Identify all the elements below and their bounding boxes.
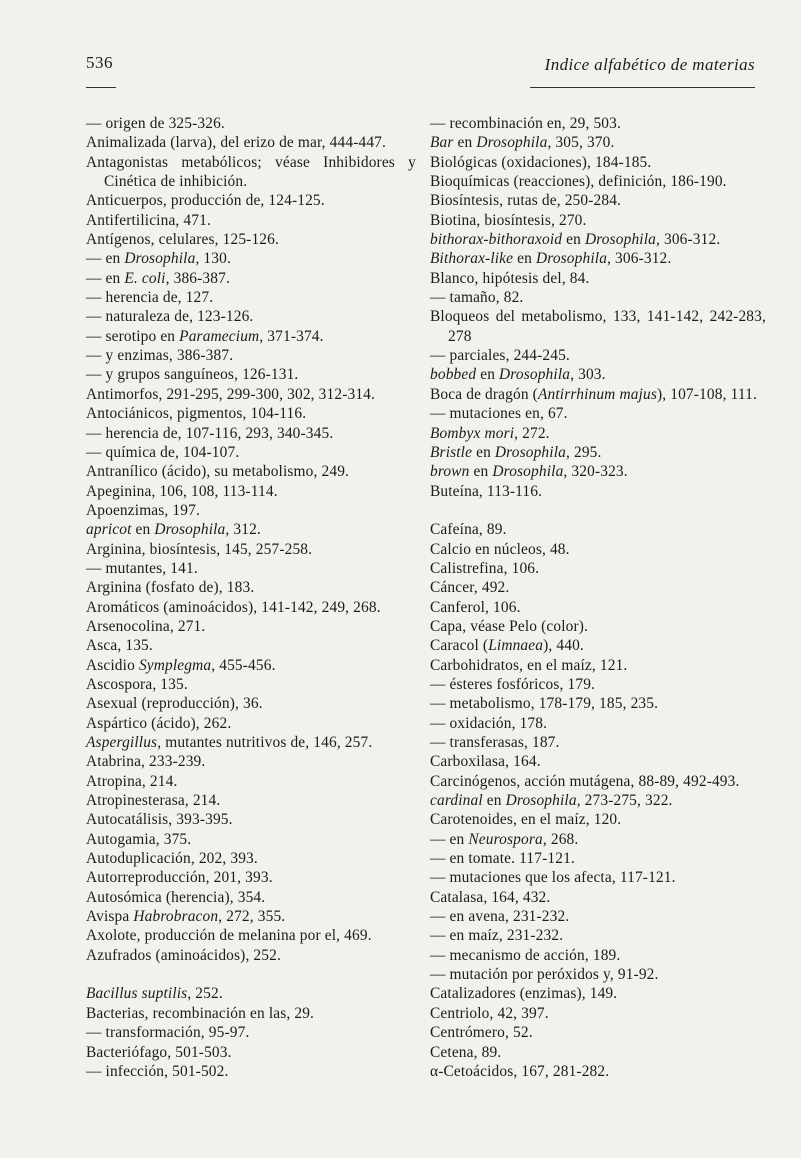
index-entry-text: Calcio en núcleos, 48. bbox=[430, 540, 570, 558]
index-entry bbox=[86, 520, 416, 539]
index-entry-italic-text: Antirrhinum majus bbox=[537, 385, 657, 403]
index-entry bbox=[86, 694, 416, 713]
index-entry bbox=[86, 1023, 416, 1042]
index-entry-text: Carboxilasa, 164. bbox=[430, 753, 541, 771]
index-entry-text: , 268. bbox=[542, 830, 579, 848]
index-entry-text: — mutaciones que los afecta, 117-121. bbox=[430, 869, 676, 887]
index-entry-italic-text: Drosophila bbox=[492, 463, 564, 481]
index-entry-italic-text: Drosophila bbox=[535, 250, 608, 268]
index-entry-text: Apoenzimas, 197. bbox=[86, 501, 200, 519]
index-entry-text: — herencia de, 107-116, 293, 340-345. bbox=[86, 424, 334, 442]
index-entry-text: Aromáticos (aminoácidos), 141-142, 249, 268. bbox=[86, 598, 381, 616]
index-entry-italic-text: apricot bbox=[86, 521, 132, 539]
index-entry bbox=[86, 288, 416, 307]
index-entry bbox=[86, 617, 416, 636]
index-entry-text: — tamaño, 82. bbox=[430, 289, 524, 307]
index-entry bbox=[86, 385, 416, 404]
index-entry-text: — en bbox=[430, 830, 469, 848]
index-entry bbox=[430, 675, 766, 694]
index-entry bbox=[86, 443, 416, 462]
index-entry-text: Cáncer, 492. bbox=[430, 579, 510, 597]
index-entry bbox=[86, 733, 416, 752]
index-entry-text: , 455-456. bbox=[211, 656, 276, 674]
index-entry bbox=[86, 133, 416, 152]
index-entry-text: — naturaleza de, 123-126. bbox=[86, 308, 254, 326]
index-entry-text: Biológicas (oxidaciones), 184-185. bbox=[430, 153, 652, 171]
index-entry bbox=[86, 501, 416, 520]
index-entry-text: Boca de dragón ( bbox=[430, 385, 538, 403]
index-entry-text: Antociánicos, pigmentos, 104-116. bbox=[86, 405, 307, 423]
index-entry bbox=[430, 926, 766, 945]
index-entry bbox=[430, 443, 766, 462]
index-entry-text: — recombinación en, 29, 503. bbox=[430, 115, 621, 132]
index-entry-text: , 312. bbox=[225, 521, 261, 539]
index-entry bbox=[86, 424, 416, 443]
index-entry-text: Autoduplicación, 202, 393. bbox=[86, 850, 258, 868]
index-entry-text: — transformación, 95-97. bbox=[86, 1024, 250, 1042]
index-entry-text: Atabrina, 233-239. bbox=[86, 753, 206, 771]
index-entry bbox=[430, 269, 766, 288]
index-entry bbox=[86, 327, 416, 346]
index-entry bbox=[430, 559, 766, 578]
index-entry-text: Antifertilicina, 471. bbox=[86, 211, 211, 229]
index-entry-text: — y grupos sanguíneos, 126-131. bbox=[86, 366, 299, 384]
index-entry-text: — mutaciones en, 67. bbox=[430, 405, 568, 423]
index-entry-text: Aspártico (ácido), 262. bbox=[86, 714, 232, 732]
index-entry bbox=[430, 694, 766, 713]
index-entry bbox=[86, 1004, 416, 1023]
index-entry-italic-text: Drosophila bbox=[494, 443, 566, 461]
index-entry bbox=[430, 230, 766, 249]
index-entry bbox=[86, 926, 416, 945]
index-entry-text: — mutantes, 141. bbox=[86, 559, 198, 577]
index-entry bbox=[430, 249, 766, 268]
index-entry bbox=[430, 946, 766, 965]
page-number: 536 bbox=[86, 53, 113, 72]
index-entry bbox=[86, 656, 416, 675]
index-entry bbox=[86, 810, 416, 829]
index-entry-italic-text: Bristle bbox=[430, 443, 473, 461]
index-entry-text: Bloqueos del metabolismo, 133, 141-142, 242-283, 278 bbox=[430, 308, 766, 345]
index-entry bbox=[430, 752, 766, 771]
index-entry-text: , 306-312. bbox=[656, 231, 721, 249]
index-entry-text: Caracol ( bbox=[430, 637, 489, 655]
index-entry-text: Calistrefina, 106. bbox=[430, 559, 540, 577]
index-entry bbox=[430, 1062, 766, 1081]
index-entry-text: — en maíz, 231-232. bbox=[430, 927, 564, 945]
index-entry bbox=[430, 772, 766, 791]
index-entry bbox=[430, 907, 766, 926]
index-entry-text: Apeginina, 106, 108, 113-114. bbox=[86, 482, 278, 500]
index-entry-text: Cetena, 89. bbox=[430, 1043, 502, 1061]
index-entry bbox=[430, 385, 766, 404]
index-entry bbox=[430, 984, 766, 1003]
index-entry-text: , 272. bbox=[514, 424, 550, 442]
index-entry-text: Carcinógenos, acción mutágena, 88-89, 492-493. bbox=[430, 772, 740, 790]
index-entry bbox=[430, 617, 766, 636]
index-entry-text: α-Cetoácidos, 167, 281-282. bbox=[430, 1062, 610, 1080]
index-entry bbox=[86, 307, 416, 326]
index-entry-text: Ascospora, 135. bbox=[86, 675, 188, 693]
index-entry-text: Catalizadores (enzimas), 149. bbox=[430, 985, 618, 1003]
index-entry-italic-text: Symplegma bbox=[138, 656, 212, 674]
index-entry bbox=[430, 133, 766, 152]
index-entry bbox=[86, 404, 416, 423]
index-entry-text: ), 107-108, 111. bbox=[656, 385, 757, 403]
index-entry-text: — transferasas, 187. bbox=[430, 734, 560, 751]
running-title: Indice alfabético de materias bbox=[544, 55, 755, 74]
index-entry-text: Azufrados (aminoácidos), 252. bbox=[86, 946, 281, 964]
index-entry bbox=[430, 114, 766, 133]
index-entry bbox=[86, 868, 416, 887]
index-entry bbox=[86, 714, 416, 733]
index-entry bbox=[430, 1023, 766, 1042]
index-entry-italic-text: Drosophila bbox=[154, 521, 226, 539]
index-entry-text: en bbox=[513, 250, 536, 268]
index-entry-text: — en bbox=[86, 269, 125, 287]
index-entry-text: Ascidio bbox=[86, 656, 139, 674]
index-entry-text: en bbox=[469, 463, 493, 481]
index-entry-italic-text: Neurospora bbox=[468, 830, 543, 848]
index-entry-text: , 320-323. bbox=[563, 463, 628, 481]
index-entry-text: — ésteres fosfóricos, 179. bbox=[430, 675, 596, 693]
index-entry-text: — serotipo en bbox=[86, 327, 180, 345]
index-entry bbox=[86, 598, 416, 617]
index-entry-text: Biosíntesis, rutas de, 250-284. bbox=[430, 192, 622, 210]
index-entry bbox=[86, 462, 416, 481]
index-entry bbox=[430, 656, 766, 675]
index-entry-italic-text: bithorax-bithoraxoid bbox=[430, 231, 563, 249]
index-entry bbox=[86, 482, 416, 501]
index-entry-text: Biotina, biosíntesis, 270. bbox=[430, 211, 587, 229]
index-entry-text: , 306-312. bbox=[607, 250, 672, 268]
index-entry bbox=[86, 1062, 416, 1081]
index-entry-text: Axolote, producción de melanina por el, 469. bbox=[86, 927, 372, 945]
index-entry-text: , 303. bbox=[570, 366, 606, 384]
index-entry-text: — infección, 501-502. bbox=[86, 1062, 229, 1080]
index-entry-text: Canferol, 106. bbox=[430, 598, 521, 616]
index-entry bbox=[86, 191, 416, 210]
index-entry bbox=[430, 598, 766, 617]
index-entry-text: Bacterias, recombinación en las, 29. bbox=[86, 1004, 315, 1022]
index-entry-text: — mutación por peróxidos y, 91-92. bbox=[430, 966, 659, 984]
index-entry-text: en bbox=[482, 792, 506, 810]
index-entry-text: Avispa bbox=[86, 908, 134, 926]
index-entry-text: , 386-387. bbox=[165, 269, 230, 287]
index-entry-italic-text: Bombyx mori bbox=[430, 424, 515, 442]
index-entry-italic-text: E. coli bbox=[124, 269, 166, 287]
index-entry bbox=[430, 965, 766, 984]
index-entry-italic-text: Paramecium bbox=[179, 327, 260, 345]
index-entry-text: Autosómica (herencia), 354. bbox=[86, 888, 266, 906]
index-entry-text: Centriolo, 42, 397. bbox=[430, 1004, 549, 1022]
index-entry-text: Bioquímicas (reacciones), definición, 186-190. bbox=[430, 173, 727, 191]
index-entry-text: en bbox=[453, 134, 477, 152]
index-entry bbox=[86, 578, 416, 597]
index-entry-italic-text: Bacillus suptilis bbox=[86, 985, 188, 1003]
index-entry-text: en bbox=[562, 231, 585, 249]
index-entry-text: , 295. bbox=[565, 443, 602, 461]
index-entry-text: — herencia de, 127. bbox=[86, 289, 214, 307]
index-entry bbox=[86, 540, 416, 559]
index-entry bbox=[86, 636, 416, 655]
index-entry-text: Arsenocolina, 271. bbox=[86, 617, 206, 635]
index-entry-italic-text: bobbed bbox=[430, 366, 477, 384]
index-entry bbox=[86, 830, 416, 849]
index-entry-italic-text: Aspergillus bbox=[86, 734, 158, 751]
index-entry bbox=[430, 830, 766, 849]
index-entry-italic-text: Bar bbox=[430, 134, 454, 152]
index-entry-text: — y enzimas, 386-387. bbox=[86, 347, 234, 365]
index-entry-italic-text: Bithorax-like bbox=[430, 250, 514, 268]
index-entry bbox=[86, 211, 416, 230]
index-entry-text: — en avena, 231-232. bbox=[430, 908, 570, 926]
index-entry bbox=[86, 772, 416, 791]
index-entry-text: Catalasa, 164, 432. bbox=[430, 888, 551, 906]
index-entry bbox=[430, 849, 766, 868]
page-number-rule bbox=[86, 87, 116, 88]
index-entry bbox=[430, 191, 766, 210]
index-entry-text: Asexual (reproducción), 36. bbox=[86, 695, 263, 713]
index-entry bbox=[430, 172, 766, 191]
index-entry-text: Arginina (fosfato de), 183. bbox=[86, 579, 255, 597]
index-entry bbox=[86, 752, 416, 771]
index-entry-italic-text: Drosophila bbox=[499, 366, 571, 384]
index-entry-text: Atropina, 214. bbox=[86, 772, 178, 790]
index-entry-italic-text: Drosophila bbox=[505, 792, 577, 810]
index-entry-text: Autogamia, 375. bbox=[86, 830, 192, 848]
index-entry bbox=[430, 424, 766, 443]
index-entry-italic-text: Habrobracon bbox=[133, 908, 219, 926]
index-entry-italic-text: Drosophila bbox=[476, 134, 548, 152]
index-entry-text: , 305, 370. bbox=[547, 134, 615, 152]
index-entry bbox=[86, 791, 416, 810]
index-entry bbox=[86, 114, 416, 133]
index-entry-text: Antimorfos, 291-295, 299-300, 302, 312-314. bbox=[86, 385, 376, 403]
index-entry bbox=[86, 984, 416, 1003]
index-column-right bbox=[430, 114, 766, 1081]
index-entry-text: Atropinesterasa, 214. bbox=[86, 792, 221, 810]
index-entry bbox=[430, 404, 766, 423]
index-entry-text: Blanco, hipótesis del, 84. bbox=[430, 269, 590, 287]
index-entry-text: Capa, véase Pelo (color). bbox=[430, 617, 589, 635]
index-entry-text: Cafeína, 89. bbox=[430, 521, 507, 539]
index-entry bbox=[86, 907, 416, 926]
index-entry-text: Centrómero, 52. bbox=[430, 1024, 533, 1042]
index-entry-text: , mutantes nutritivos de, 146, 257. bbox=[157, 734, 373, 751]
index-entry-text: — en bbox=[86, 250, 125, 268]
index-entry bbox=[86, 888, 416, 907]
index-entry-text: Antagonistas metabólicos; véase Inhibidores y Cinética de inhibición. bbox=[86, 153, 416, 191]
index-entry-text: — oxidación, 178. bbox=[430, 714, 548, 732]
index-entry bbox=[430, 791, 766, 810]
index-entry-italic-text: Drosophila bbox=[584, 231, 656, 249]
index-entry-text: Autorreproducción, 201, 393. bbox=[86, 869, 273, 887]
running-title-rule bbox=[530, 87, 755, 88]
index-entry-text: — en tomate. 117-121. bbox=[430, 850, 575, 868]
index-entry-text: Antranílico (ácido), su metabolismo, 249. bbox=[86, 463, 350, 481]
index-entry bbox=[86, 269, 416, 288]
index-entry-text: Antígenos, celulares, 125-126. bbox=[86, 231, 279, 249]
index-entry bbox=[430, 153, 766, 172]
index-entry-text: — parciales, 244-245. bbox=[430, 347, 570, 365]
index-entry-italic-text: Limnaea bbox=[488, 637, 544, 655]
index-entry-italic-text: cardinal bbox=[430, 792, 483, 810]
index-entry-text: Animalizada (larva), del erizo de mar, 444-447. bbox=[86, 134, 387, 152]
index-entry bbox=[430, 1004, 766, 1023]
index-entry bbox=[430, 636, 766, 655]
index-entry bbox=[86, 675, 416, 694]
index-entry bbox=[86, 346, 416, 365]
index-entry-text: ), 440. bbox=[543, 637, 584, 655]
index-entry bbox=[430, 733, 766, 752]
index-entry bbox=[430, 868, 766, 887]
index-entry bbox=[430, 365, 766, 384]
index-entry-text: Carotenoides, en el maíz, 120. bbox=[430, 811, 622, 829]
index-entry-text: en bbox=[476, 366, 500, 384]
index-entry bbox=[86, 849, 416, 868]
index-entry bbox=[430, 578, 766, 597]
index-entry-text: , 252. bbox=[187, 985, 223, 1003]
index-entry bbox=[430, 520, 766, 539]
index-entry-text: — origen de 325-326. bbox=[86, 115, 225, 132]
index-entry-text: Arginina, biosíntesis, 145, 257-258. bbox=[86, 540, 313, 558]
index-entry-text: , 130. bbox=[195, 250, 231, 268]
index-entry-text: Autocatálisis, 393-395. bbox=[86, 811, 233, 829]
index-entry bbox=[430, 288, 766, 307]
index-entry bbox=[430, 346, 766, 365]
index-entry bbox=[430, 888, 766, 907]
index-entry bbox=[430, 714, 766, 733]
index-entry-text: , 273-275, 322. bbox=[576, 792, 673, 810]
index-entry-text: — metabolismo, 178-179, 185, 235. bbox=[430, 695, 659, 713]
index-column-left bbox=[86, 114, 416, 1081]
index-entry bbox=[430, 482, 766, 501]
index-entry-text: Asca, 135. bbox=[86, 637, 153, 655]
index-entry bbox=[86, 365, 416, 384]
index-entry-text: — química de, 104-107. bbox=[86, 443, 240, 461]
index-entry-text: — mecanismo de acción, 189. bbox=[430, 946, 621, 964]
index-entry-text: , 371-374. bbox=[259, 327, 324, 345]
index-entry bbox=[86, 946, 416, 965]
index-entry-text: Buteína, 113-116. bbox=[430, 482, 543, 500]
index-entry-text: en bbox=[131, 521, 155, 539]
index-entry bbox=[430, 211, 766, 230]
index-entry bbox=[430, 1043, 766, 1062]
index-entry-text: Carbohidratos, en el maíz, 121. bbox=[430, 656, 628, 674]
index-entry bbox=[430, 810, 766, 829]
index-entry bbox=[430, 307, 766, 346]
index-entry-text: en bbox=[472, 443, 495, 461]
index-entry bbox=[430, 462, 766, 481]
index-entry bbox=[86, 153, 416, 192]
index-entry-italic-text: brown bbox=[430, 463, 470, 481]
index-entry-text: Bacteriófago, 501-503. bbox=[86, 1043, 232, 1061]
index-entry bbox=[86, 249, 416, 268]
index-entry bbox=[86, 559, 416, 578]
index-entry bbox=[86, 1043, 416, 1062]
index-entry-text: , 272, 355. bbox=[218, 908, 286, 926]
index-entry-italic-text: Drosophila bbox=[124, 250, 196, 268]
index-entry bbox=[86, 230, 416, 249]
index-entry bbox=[430, 540, 766, 559]
index-entry-text: Anticuerpos, producción de, 124-125. bbox=[86, 192, 325, 210]
